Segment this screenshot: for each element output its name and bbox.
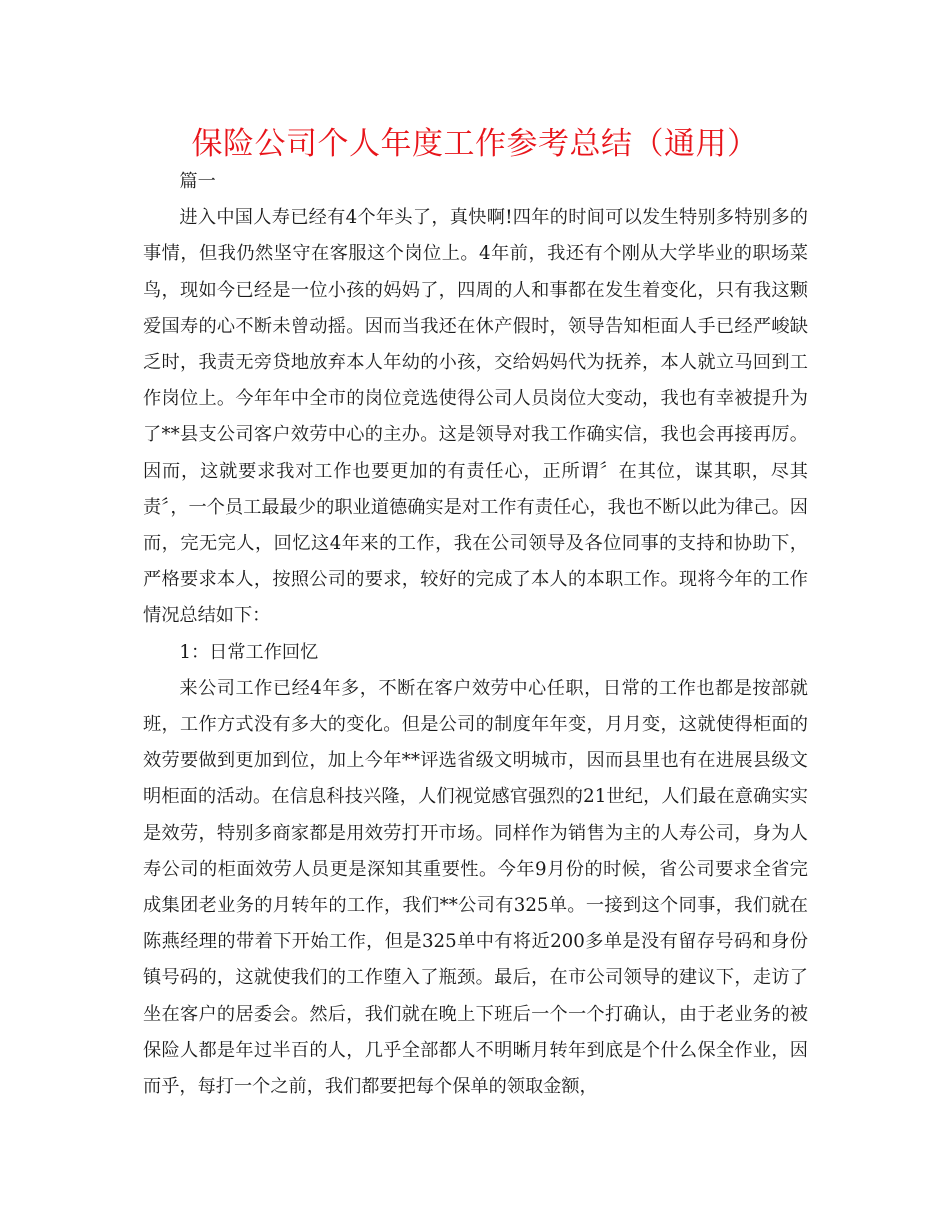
section-label: 篇一 (179, 171, 216, 192)
document-body (143, 164, 808, 1105)
paragraph-daily-work: 来公司工作已经4年多，不断在客户效劳中心任职，日常的工作也都是按部就班，工作方式没有多大的变化。但是公司的制度年年变，月月变，这就使得柜面的效劳要做到更加到位，加上今年**评选省级文明城市，因而县里也有在进展县级文明柜面的活动。在信息科技兴隆，人们视觉感官强烈的21世纪，人们最在意确实实是效劳，特别多商家都是用效劳打开市场。同样作为销售为主的人寿公司，身为人寿公司的柜面效劳人员更是深知其重要性。今年9月份的时候，省公司要求全省完成集团老业务的月转年的工作，我们**公司有325单。一接到这个同事，我们就在陈燕经理的带着下开始工作，但是325单中有将近200多单是没有留存号码和身份镇号码的，这就使我们的工作堕入了瓶颈。最后，在市公司领导的建议下，走访了坐在客户的居委会。然后，我们就在晚上下班后一个一个打确认，由于老业务的被保险人都是年过半百的人，几乎全部都人不明晰月转年到底是个什么保全作业，因而乎，每打一个之前，我们都要把每个保单的领取金额， (143, 677, 808, 1098)
document-title: 保险公司个人年度工作参考总结（通用） (191, 126, 759, 162)
subheading-daily-work: 1：日常工作回忆 (179, 641, 319, 663)
paragraph-intro: 进入中国人寿已经有4个年头了，真快啊!四年的时间可以发生特别多特别多的事情，但我仍然坚守在客服这个岗位上。4年前，我还有个刚从大学毕业的职场菜鸟，现如今已经是一位小孩的妈妈了，四周的人和事都在发生着变化，只有我这颗爱国寿的心不断未曾动摇。因而当我还在休产假时，领导告知柜面人手已经严峻缺乏时，我责无旁贷地放弃本人年幼的小孩，交给妈妈代为抚养，本人就立马回到工作岗位上。今年年中全市的岗位竞选使得公司人员岗位大变动，我也有幸被提升为了**县支公司客户效劳中心的主办。这是领导对我工作确实信，我也会再接再厉。因而，这就要求我对工作也要更加的有责任心，正所谓〞在其位，谋其职，尽其责〞，一个员工最最少的职业道德确实是对工作有责任心，我也不断以此为律己。因而，完无完人，回忆这4年来的工作，我在公司领导及各位同事的支持和协助下，严格要求本人，按照公司的要求，较好的完成了本人的本职工作。现将今年的工作情况总结如下： (143, 207, 808, 627)
